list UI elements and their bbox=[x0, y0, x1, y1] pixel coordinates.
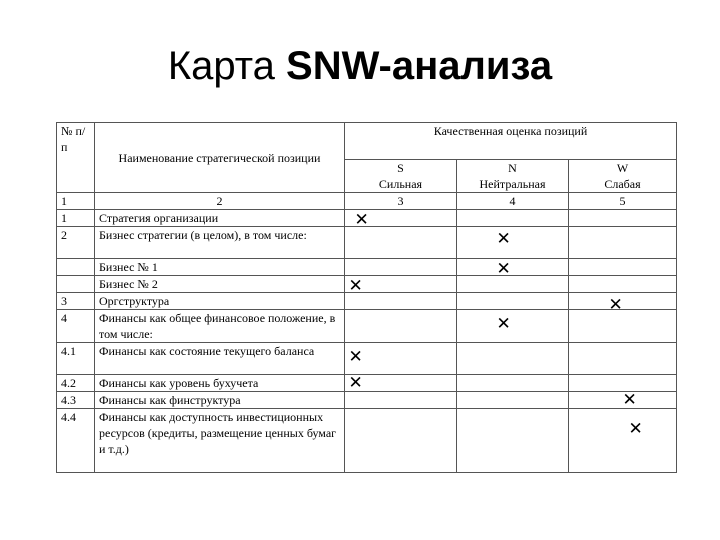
cell-w bbox=[569, 409, 677, 473]
header-s-label: Сильная bbox=[378, 177, 423, 191]
row-position-name: Финансы как финструктура bbox=[95, 392, 345, 409]
x-mark-icon: ✕ bbox=[348, 346, 363, 367]
cell-n bbox=[457, 409, 569, 473]
row-number: 3 bbox=[57, 293, 95, 310]
header-w-label: Слабая bbox=[604, 177, 641, 191]
row-position-name: Бизнес № 2 bbox=[95, 276, 345, 293]
title-emphasis: SNW-анализа bbox=[286, 44, 553, 88]
cell-n bbox=[457, 310, 569, 343]
cell-s bbox=[345, 409, 457, 473]
header-name: Наименование стратегической позиции bbox=[95, 123, 345, 193]
row-position-name: Бизнес № 1 bbox=[95, 259, 345, 276]
header-n-letter: N bbox=[508, 161, 517, 175]
header-row bbox=[57, 123, 677, 160]
row-number: 1 bbox=[57, 210, 95, 227]
index-w: 5 bbox=[569, 193, 677, 210]
x-mark-icon: ✕ bbox=[496, 228, 511, 249]
cell-s bbox=[345, 310, 457, 343]
row-position-name: Стратегия организации bbox=[95, 210, 345, 227]
slide-title bbox=[0, 44, 720, 89]
cell-n bbox=[457, 227, 569, 259]
cell-n bbox=[457, 276, 569, 293]
cell-n bbox=[457, 258, 569, 279]
snw-table bbox=[56, 122, 677, 473]
x-mark-icon: ✕ bbox=[354, 209, 369, 230]
row-position-name: Финансы как доступность инвестиционных ресурсов (кредиты, размещение ценных бумаг и т.д.) bbox=[95, 409, 345, 473]
row-number: 4 bbox=[57, 310, 95, 343]
row-position-name: Финансы как состояние текущего баланса bbox=[95, 343, 345, 375]
index-name: 2 bbox=[95, 193, 345, 210]
cell-n bbox=[457, 392, 569, 409]
x-mark-icon: ✕ bbox=[622, 389, 637, 410]
x-mark-icon: ✕ bbox=[348, 372, 363, 393]
header-s-letter: S bbox=[397, 161, 404, 175]
cell-w bbox=[569, 375, 677, 392]
header-w bbox=[569, 160, 677, 193]
row-number bbox=[57, 276, 95, 293]
cell-s bbox=[345, 392, 457, 409]
index-row bbox=[57, 193, 677, 210]
cell-n bbox=[457, 375, 569, 392]
row-position-name: Финансы как уровень бухучета bbox=[95, 375, 345, 392]
index-n: 4 bbox=[457, 193, 569, 210]
header-num: № п/п bbox=[57, 123, 95, 193]
row-position-name: Бизнес стратегии (в целом), в том числе: bbox=[95, 227, 345, 259]
row-number bbox=[57, 259, 95, 276]
cell-s bbox=[345, 259, 457, 276]
cell-s bbox=[345, 227, 457, 259]
cell-w bbox=[569, 343, 677, 375]
x-mark-icon: ✕ bbox=[608, 294, 623, 315]
table-row bbox=[57, 310, 677, 343]
header-s bbox=[345, 160, 457, 193]
table-row bbox=[57, 392, 677, 409]
header-n-label: Нейтральная bbox=[479, 177, 546, 191]
cell-w bbox=[569, 227, 677, 259]
table-body bbox=[57, 210, 677, 473]
row-position-name: Оргструктура bbox=[95, 293, 345, 310]
cell-n bbox=[457, 343, 569, 375]
title-prefix: Карта bbox=[167, 44, 287, 88]
index-num: 1 bbox=[57, 193, 95, 210]
cell-w bbox=[569, 259, 677, 276]
cell-w bbox=[569, 276, 677, 293]
header-eval: Качественная оценка позиций bbox=[345, 123, 677, 160]
row-position-name: Финансы как общее финансовое положение, в том числе: bbox=[95, 310, 345, 343]
row-number: 4.2 bbox=[57, 375, 95, 392]
table-row bbox=[57, 409, 677, 473]
table-row bbox=[57, 375, 677, 392]
x-mark-icon: ✕ bbox=[496, 313, 511, 334]
row-number: 2 bbox=[57, 227, 95, 259]
cell-n bbox=[457, 210, 569, 227]
row-number: 4.4 bbox=[57, 409, 95, 473]
table-row bbox=[57, 276, 677, 293]
index-s: 3 bbox=[345, 193, 457, 210]
table-row bbox=[57, 343, 677, 375]
header-n bbox=[457, 160, 569, 193]
cell-w bbox=[569, 210, 677, 227]
table-row bbox=[57, 227, 677, 259]
table-row bbox=[57, 293, 677, 310]
row-number: 4.3 bbox=[57, 392, 95, 409]
x-mark-icon: ✕ bbox=[496, 258, 511, 279]
x-mark-icon: ✕ bbox=[628, 418, 643, 439]
row-number: 4.1 bbox=[57, 343, 95, 375]
table-row bbox=[57, 259, 677, 276]
cell-n bbox=[457, 293, 569, 310]
x-mark-icon: ✕ bbox=[348, 275, 363, 296]
header-w-letter: W bbox=[616, 161, 629, 175]
